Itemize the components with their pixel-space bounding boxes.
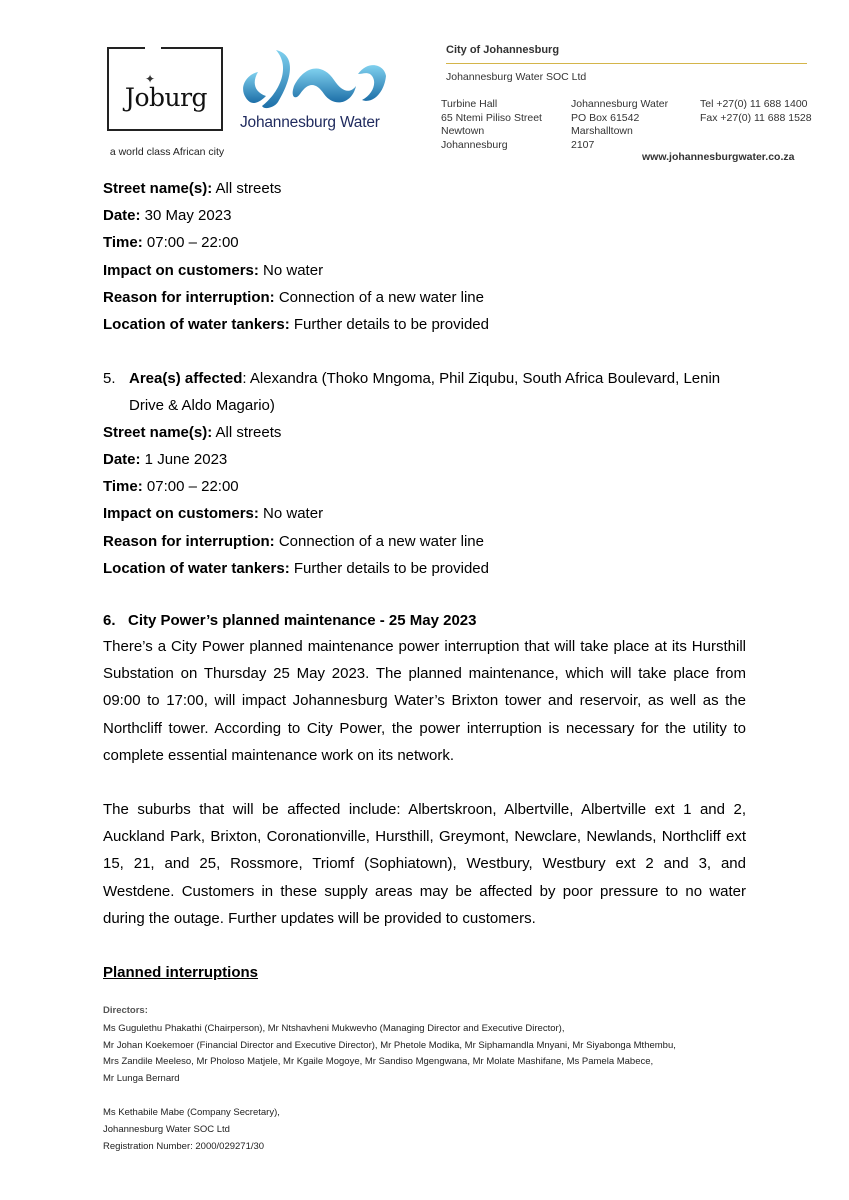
address-line: Johannesburg: [441, 138, 508, 151]
fax-number: Fax +27(0) 11 688 1528: [700, 111, 812, 124]
field-value: : Alexandra (Thoko Mngoma, Phil Ziqubu, South Africa Boulevard, Lenin: [242, 370, 721, 387]
field-value: 07:00 – 22:00: [142, 478, 239, 495]
time-row: [103, 234, 239, 251]
date-row: [103, 451, 227, 468]
field-label: Street name(s):: [103, 424, 213, 441]
city-name: City of Johannesburg: [446, 44, 560, 56]
impact-row: [103, 505, 323, 522]
address-line: Newtown: [441, 125, 485, 137]
field-label: Time:: [103, 478, 143, 495]
section-heading: 6. City Power’s planned maintenance - 25 May 2023: [103, 612, 477, 629]
field-value: Further details to be provided: [289, 316, 489, 333]
address-line: Marshalltown: [571, 125, 633, 137]
street-names-row: [103, 180, 281, 197]
address-line: PO Box 61542: [571, 111, 640, 124]
impact-row: [103, 262, 323, 279]
field-label: Reason for interruption:: [103, 533, 275, 550]
body-paragraph: There’s a City Power planned maintenance power interruption that will take place at its Hursthill Substation on Thursday 25 May 2023. The planned maintenance, which will take place from 09:00 to 17:00, will impact Johannesburg Water’s Brixton tower and reservoir, as well as the Northcliff tower. According to City Power, the power interruption is necessary for the utility to complete essential maintenance work on its network.: [103, 638, 746, 764]
field-label: Impact on customers:: [103, 262, 259, 279]
field-value: 30 May 2023: [140, 207, 232, 224]
field-label: Date:: [103, 451, 141, 468]
address-line: 2107: [571, 138, 595, 151]
reason-row: [103, 289, 484, 306]
directors-line: Mrs Zandile Meeleso, Mr Pholoso Matjele, Mr Kgaile Mogoye, Mr Sandiso Mgengwana, Mr Molate Mashifane, Ms Pamela Mabece,: [103, 1056, 654, 1067]
field-value: All streets: [212, 180, 282, 197]
reason-row: [103, 533, 484, 550]
body-paragraph: The suburbs that will be affected include: Albertskroon, Albertville, Albertville ext 1 and 2, Auckland Park, Brixton, Coronationville, Hursthill, Greymont, Newclare, Newlands, Northcliff ext 15, 21, and 25, Rossmore, Triomf (Sophiatown), Westbury, Westbury ext 2 and 3, and Westdene. Customers in these supply areas may be affected by poor pressure to no water during the outage. Further updates will be provided to customers.: [103, 801, 746, 927]
field-value: 07:00 – 22:00: [142, 234, 239, 251]
johannesburg-water-logo-text: Johannesburg Water: [240, 114, 380, 131]
joburg-logo-text: Joburg: [124, 83, 208, 112]
star-icon: ✦: [145, 72, 156, 86]
address-line: Johannesburg Water: [571, 98, 669, 110]
field-label: Street name(s):: [103, 180, 213, 197]
postal-address: [571, 98, 668, 152]
johannesburg-water-logo-icon: [238, 46, 392, 112]
company-name: Johannesburg Water SOC Ltd: [446, 71, 587, 83]
directors-label: Directors:: [103, 1005, 148, 1016]
planned-interruptions-heading: Planned interruptions: [103, 964, 259, 981]
item-number: 5.: [103, 370, 116, 387]
field-value: Further details to be provided: [289, 560, 489, 577]
address-line: 65 Ntemi Piliso Street: [441, 111, 542, 124]
field-value: No water: [258, 505, 324, 522]
street-names-row: [103, 424, 281, 441]
field-value: All streets: [212, 424, 282, 441]
contact-numbers: [700, 98, 812, 125]
phone-number: Tel +27(0) 11 688 1400: [700, 98, 808, 110]
area-affected-continued: Drive & Aldo Magario): [129, 397, 275, 414]
registration-line: Registration Number: 2000/029271/30: [103, 1141, 265, 1152]
field-value: 1 June 2023: [140, 451, 228, 468]
tankers-row: [103, 560, 489, 577]
field-value: Connection of a new water line: [274, 533, 484, 550]
date-row: [103, 207, 231, 224]
field-value: Connection of a new water line: [274, 289, 484, 306]
field-label: Area(s) affected: [129, 370, 243, 387]
field-label: Time:: [103, 234, 143, 251]
time-row: [103, 478, 239, 495]
joburg-tagline: a world class African city: [109, 146, 225, 158]
field-label: Location of water tankers:: [103, 316, 290, 333]
header-divider: [446, 63, 807, 64]
field-label: Impact on customers:: [103, 505, 259, 522]
directors-line: Ms Gugulethu Phakathi (Chairperson), Mr Ntshavheni Mukwevho (Managing Director and Executive Director),: [103, 1023, 565, 1034]
company-line: Johannesburg Water SOC Ltd: [103, 1124, 230, 1135]
website-link[interactable]: www.johannesburgwater.co.za: [642, 151, 795, 163]
secretary-line: Ms Kethabile Mabe (Company Secretary),: [103, 1107, 280, 1118]
physical-address: [441, 98, 542, 152]
field-label: Reason for interruption:: [103, 289, 275, 306]
field-label: Location of water tankers:: [103, 560, 290, 577]
area-affected-row: [129, 370, 720, 387]
tankers-row: [103, 316, 489, 333]
directors-line: Mr Johan Koekemoer (Financial Director and Executive Director), Mr Phetole Modika, Mr Siphamandla Mnyani, Mr Siyabonga Mthembu,: [103, 1040, 676, 1051]
field-value: No water: [258, 262, 324, 279]
address-line: Turbine Hall: [441, 98, 498, 110]
directors-line: Mr Lunga Bernard: [103, 1073, 180, 1084]
field-label: Date:: [103, 207, 141, 224]
